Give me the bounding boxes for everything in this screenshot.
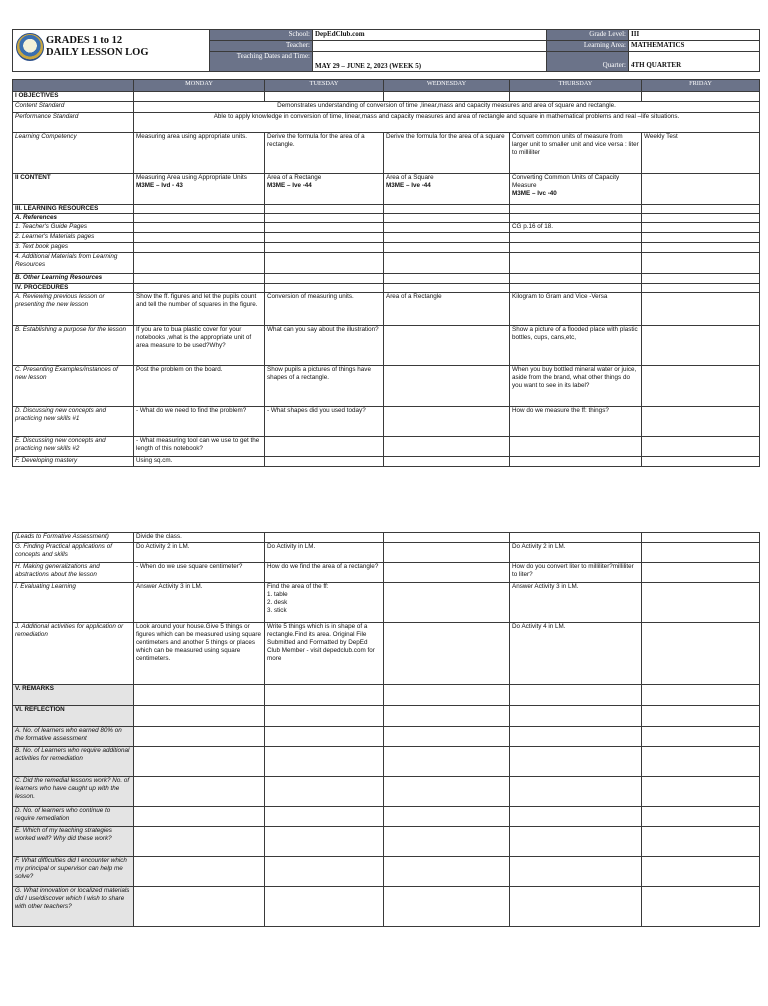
empty-cell [510, 92, 642, 102]
empty-cell [642, 887, 760, 927]
empty-cell [384, 214, 510, 223]
procedure-cell: - What do we need to find the problem? [134, 407, 265, 437]
empty-cell [642, 274, 760, 284]
empty-cell [510, 214, 642, 223]
empty-cell [642, 685, 760, 706]
empty-cell [642, 205, 760, 214]
empty-cell [265, 205, 384, 214]
resources-label: III. LEARNING RESOURCES [13, 205, 134, 214]
procedures-label: IV. PROCEDURES [13, 284, 134, 293]
content-standard-text: Demonstrates understanding of conversion of time ,linear,mass and capacity measures and area of square and rectangle. [134, 102, 760, 113]
empty-cell [510, 205, 642, 214]
empty-cell [384, 685, 510, 706]
teacher-value [313, 40, 547, 51]
day-header-tuesday: TUESDAY [265, 80, 384, 92]
empty-cell [384, 284, 510, 293]
procedure-label: E. Discussing new concepts and practicing new skills #2 [13, 437, 134, 457]
procedure-cell [384, 457, 510, 467]
procedure-cell: Show the ff. figures and let the pupils count and tell the number of squares in the figure. [134, 293, 265, 326]
procedure-cell: Show pupils a pictures of things have shapes of a rectangle. [265, 366, 384, 407]
procedure-cell: - When do we use square centimeter? [134, 563, 265, 583]
empty-cell [134, 857, 265, 887]
procedure-cell [510, 457, 642, 467]
competency-friday: Weekly Test [642, 133, 760, 174]
school-value: DepEdClub.com [313, 30, 547, 41]
procedure-label: J. Additional activities for application or remediation [13, 623, 134, 685]
procedure-cell [384, 543, 510, 563]
procedure-row-i [13, 583, 760, 623]
empty-cell [510, 243, 642, 253]
teachers-guide-thursday: CG p.16 of 18. [510, 223, 642, 233]
empty-cell [384, 274, 510, 284]
procedure-row-b [13, 326, 760, 366]
reflection-item: D. No. of learners who continue to require remediation [13, 807, 134, 827]
procedure-cell [384, 623, 510, 685]
empty-cell [642, 214, 760, 223]
procedure-cell [384, 437, 510, 457]
school-label: School: [210, 30, 313, 41]
procedure-cell: Answer Activity 3 in LM. [510, 583, 642, 623]
content-monday [134, 174, 265, 205]
empty-cell [265, 706, 384, 727]
procedure-cell: Write 5 things which is in shape of a rectangle.Find its area. Original File Submitted and Formatted by DepEd Club Member - visit depedclub.com for more [265, 623, 384, 685]
teaching-dates-label: Teaching Dates and Time: [210, 51, 313, 71]
empty-cell [642, 727, 760, 747]
empty-cell [642, 857, 760, 887]
day-header-monday: MONDAY [134, 80, 265, 92]
procedure-cell: Kilogram to Gram and Vice -Versa [510, 293, 642, 326]
procedure-cell: Do Activity 4 in LM. [510, 623, 642, 685]
empty-cell [642, 243, 760, 253]
procedure-cell: - What shapes did you used today? [265, 407, 384, 437]
empty-cell [510, 706, 642, 727]
empty-cell [384, 253, 510, 274]
empty-cell [134, 92, 265, 102]
content-text: Converting Common Units of Capacity Measure [512, 174, 620, 189]
empty-cell [384, 827, 510, 857]
empty-cell [642, 827, 760, 857]
empty-cell [134, 827, 265, 857]
empty-cell [510, 827, 642, 857]
procedure-cell: What can you say about the illustration? [265, 326, 384, 366]
procedure-cell [642, 583, 760, 623]
reflection-row [13, 807, 760, 827]
procedure-cell [642, 563, 760, 583]
procedure-cell: How do we measure the ff: things? [510, 407, 642, 437]
empty-cell [134, 205, 265, 214]
competency-label: Learning Competency [13, 133, 134, 174]
textbook-label: 3. Text book pages [13, 243, 134, 253]
reflection-item: C. Did the remedial lessons work? No. of learners who have caught up with the lesson. [13, 777, 134, 807]
empty-cell [510, 253, 642, 274]
reflection-item: F. What difficulties did I encounter which my principal or supervisor can help me solve? [13, 857, 134, 887]
empty-cell [510, 887, 642, 927]
reflection-item: A. No. of learners who earned 80% on the formative assessment [13, 727, 134, 747]
day-header-wednesday: WEDNESDAY [384, 80, 510, 92]
empty-cell [265, 685, 384, 706]
procedure-row-j [13, 623, 760, 685]
procedure-cell: Post the problem on the board. [134, 366, 265, 407]
procedure-row-h [13, 563, 760, 583]
procedure-cell: Divide the class. [134, 533, 265, 543]
content-text: Area of a Square [386, 174, 434, 181]
procedure-label: B. Establishing a purpose for the lesson [13, 326, 134, 366]
procedure-label: F. Developing mastery [13, 457, 134, 467]
procedure-row-c [13, 366, 760, 407]
procedure-cell [642, 437, 760, 457]
empty-cell [384, 727, 510, 747]
content-code: M3ME – Ive -44 [267, 182, 312, 189]
teachers-guide-label: 1. Teacher's Guide Pages [13, 223, 134, 233]
content-tuesday [265, 174, 384, 205]
procedure-cell: How do you convert liter to milliliter?milliliter to liter? [510, 563, 642, 583]
empty-cell [134, 243, 265, 253]
empty-cell [265, 214, 384, 223]
empty-cell [134, 253, 265, 274]
reflection-row [13, 887, 760, 927]
competency-monday: Measuring area using appropriate units. [134, 133, 265, 174]
reflection-label: VI. REFLECTION [13, 706, 134, 727]
empty-cell [510, 274, 642, 284]
additional-materials-label: 4. Additional Materials from Learning Resources [13, 253, 134, 274]
empty-cell [265, 284, 384, 293]
procedure-cell: How do we find the area of a rectangle? [265, 563, 384, 583]
quarter-value-spacer [629, 51, 760, 61]
empty-cell [265, 223, 384, 233]
empty-cell [134, 233, 265, 243]
remarks-label: V. REMARKS [13, 685, 134, 706]
day-header-friday: FRIDAY [642, 80, 760, 92]
procedure-cell [384, 533, 510, 543]
lesson-table-part1 [12, 79, 760, 467]
empty-cell [642, 92, 760, 102]
content-code: M3ME – Ivd - 43 [136, 182, 183, 189]
reflection-row [13, 747, 760, 777]
teaching-dates-value: MAY 29 – JUNE 2, 2023 (WEEK 5) [313, 51, 547, 71]
empty-cell [384, 807, 510, 827]
reflection-row [13, 827, 760, 857]
empty-cell [384, 223, 510, 233]
empty-cell [510, 284, 642, 293]
empty-cell [265, 807, 384, 827]
procedure-cell: Look around your house.Give 5 things or figures which can be measured using square centimeters and another 5 things or places which can be measured using square centimeters. [134, 623, 265, 685]
learning-area-label: Learning Area: [547, 40, 629, 51]
procedure-cell [642, 366, 760, 407]
procedure-cell [642, 543, 760, 563]
procedure-cell: Conversion of measuring units. [265, 293, 384, 326]
procedure-cell: Show a picture of a flooded place with plastic bottles, cups, cans,etc, [510, 326, 642, 366]
lesson-table-part2 [12, 532, 760, 927]
procedure-cell [384, 407, 510, 437]
empty-cell [134, 214, 265, 223]
reflection-item: B. No. of Learners who require additional activities for remediation [13, 747, 134, 777]
procedure-row-a [13, 293, 760, 326]
content-wednesday [384, 174, 510, 205]
content-friday [642, 174, 760, 205]
quarter-label-spacer [547, 51, 629, 61]
procedure-cell [642, 293, 760, 326]
empty-cell [642, 747, 760, 777]
competency-wednesday: Derive the formula for the area of a square [384, 133, 510, 174]
empty-cell [265, 253, 384, 274]
procedure-cell [642, 457, 760, 467]
empty-cell [265, 747, 384, 777]
objectives-label: I OBJECTIVES [13, 92, 134, 102]
empty-cell [642, 706, 760, 727]
procedure-cell: Area of a Rectangle [384, 293, 510, 326]
empty-cell [134, 685, 265, 706]
quarter-label: Quarter: [547, 61, 629, 71]
reflection-item: E. Which of my teaching strategies worked well? Why did these work? [13, 827, 134, 857]
empty-cell [265, 92, 384, 102]
day-header-thursday: THURSDAY [510, 80, 642, 92]
competency-thursday: Convert common units of measure from larger unit to smaller unit and vice versa : liter to milliliter [510, 133, 642, 174]
day-header-blank [13, 80, 134, 92]
procedure-label: (Leads to Formative Assessment) [13, 533, 134, 543]
empty-cell [642, 807, 760, 827]
procedure-cell: Answer Activity 3 in LM. [134, 583, 265, 623]
empty-cell [510, 747, 642, 777]
content-thursday [510, 174, 642, 205]
empty-cell [510, 727, 642, 747]
procedure-label: H. Making generalizations and abstractions about the lesson [13, 563, 134, 583]
procedure-cell [265, 437, 384, 457]
logo-cell [13, 30, 210, 72]
procedure-cell: When you buy bottled mineral water or juice, aside from the brand, what other things do you want to see in its label? [510, 366, 642, 407]
procedure-cell [510, 533, 642, 543]
empty-cell [265, 727, 384, 747]
empty-cell [642, 284, 760, 293]
reflection-item: G. What innovation or localized materials did I use/discover which I wish to share with other teachers? [13, 887, 134, 927]
empty-cell [384, 706, 510, 727]
empty-cell [265, 243, 384, 253]
content-code: M3ME – Ive -44 [386, 182, 431, 189]
grade-level-label: Grade Level: [547, 30, 629, 41]
learning-area-value: MATHEMATICS [629, 40, 760, 51]
empty-cell [265, 887, 384, 927]
procedure-cell: - What measuring tool can we use to get the length of this notebook? [134, 437, 265, 457]
empty-cell [265, 827, 384, 857]
teacher-label: Teacher: [210, 40, 313, 51]
empty-cell [134, 223, 265, 233]
empty-cell [384, 857, 510, 887]
title-line-dll: DAILY LESSON LOG [46, 47, 149, 58]
content-text: Measuring Area using Appropriate Units [136, 174, 247, 181]
content-label: II CONTENT [13, 174, 134, 205]
empty-cell [134, 284, 265, 293]
reflection-row [13, 777, 760, 807]
procedure-row-d [13, 407, 760, 437]
procedure-label: D. Discussing new concepts and practicing new skills #1 [13, 407, 134, 437]
header-info-table [12, 29, 760, 72]
content-text: Area of a Rectange [267, 174, 322, 181]
procedure-cell: If you are to bua plastic cover for your notebooks ,what is the appropriate unit of area measure to be used?Why? [134, 326, 265, 366]
empty-cell [265, 857, 384, 887]
procedure-label: C. Presenting Examples/instances of new lesson [13, 366, 134, 407]
empty-cell [384, 233, 510, 243]
reflection-row [13, 857, 760, 887]
procedure-cell [265, 457, 384, 467]
empty-cell [265, 233, 384, 243]
empty-cell [384, 205, 510, 214]
procedure-cell [510, 437, 642, 457]
procedure-row-e [13, 437, 760, 457]
empty-cell [510, 233, 642, 243]
references-label: A. References [13, 214, 134, 223]
procedure-cell: Find the area of the ff: 1. table 2. desk 3. stick [265, 583, 384, 623]
procedure-cell [642, 533, 760, 543]
empty-cell [384, 777, 510, 807]
empty-cell [384, 92, 510, 102]
other-resources-label: B. Other Learning Resources [13, 274, 134, 284]
empty-cell [265, 777, 384, 807]
procedure-cell [642, 623, 760, 685]
empty-cell [384, 243, 510, 253]
procedure-cell [384, 563, 510, 583]
procedure-cell [642, 407, 760, 437]
empty-cell [642, 253, 760, 274]
competency-tuesday: Derive the formula for the area of a rectangle. [265, 133, 384, 174]
procedure-cell: Do Activity 2 in LM. [510, 543, 642, 563]
procedure-label: I. Evaluating Learning [13, 583, 134, 623]
empty-cell [134, 727, 265, 747]
content-standard-label: Content Standard [13, 102, 134, 113]
empty-cell [510, 807, 642, 827]
performance-standard-label: Performance Standard [13, 113, 134, 133]
procedure-cell [384, 366, 510, 407]
empty-cell [510, 777, 642, 807]
procedure-label: A. Reviewing previous lesson or presenting the new lesson [13, 293, 134, 326]
empty-cell [642, 233, 760, 243]
empty-cell [384, 887, 510, 927]
procedure-cell [265, 533, 384, 543]
procedure-label: G. Finding Practical applications of concepts and skills [13, 543, 134, 563]
procedure-cell [384, 326, 510, 366]
procedure-row-f-cont [13, 533, 760, 543]
performance-standard-text: Able to apply knowledge in conversion of time, linear,mass and capacity measures and area of rectangle and square in mathematical problems and real –life situations. [134, 113, 760, 133]
empty-cell [134, 807, 265, 827]
procedure-row-f [13, 457, 760, 467]
empty-cell [642, 777, 760, 807]
procedure-cell: Do Activity in LM. [265, 543, 384, 563]
procedure-cell: Using sq.cm. [134, 457, 265, 467]
empty-cell [134, 777, 265, 807]
title-line-grades: GRADES 1 to 12 [46, 35, 123, 46]
empty-cell [134, 274, 265, 284]
quarter-value: 4TH QUARTER [629, 61, 760, 71]
empty-cell [642, 223, 760, 233]
procedure-cell [384, 583, 510, 623]
grade-level-value: III [629, 30, 760, 41]
empty-cell [134, 706, 265, 727]
empty-cell [134, 887, 265, 927]
empty-cell [265, 274, 384, 284]
learners-materials-label: 2. Learner's Materials pages [13, 233, 134, 243]
reflection-row [13, 727, 760, 747]
empty-cell [510, 685, 642, 706]
procedure-row-g [13, 543, 760, 563]
empty-cell [134, 747, 265, 777]
empty-cell [384, 747, 510, 777]
empty-cell [510, 857, 642, 887]
procedure-cell: Do Activity 2 in LM. [134, 543, 265, 563]
content-code: M3ME – Ivc -40 [512, 190, 557, 197]
procedure-cell [642, 326, 760, 366]
